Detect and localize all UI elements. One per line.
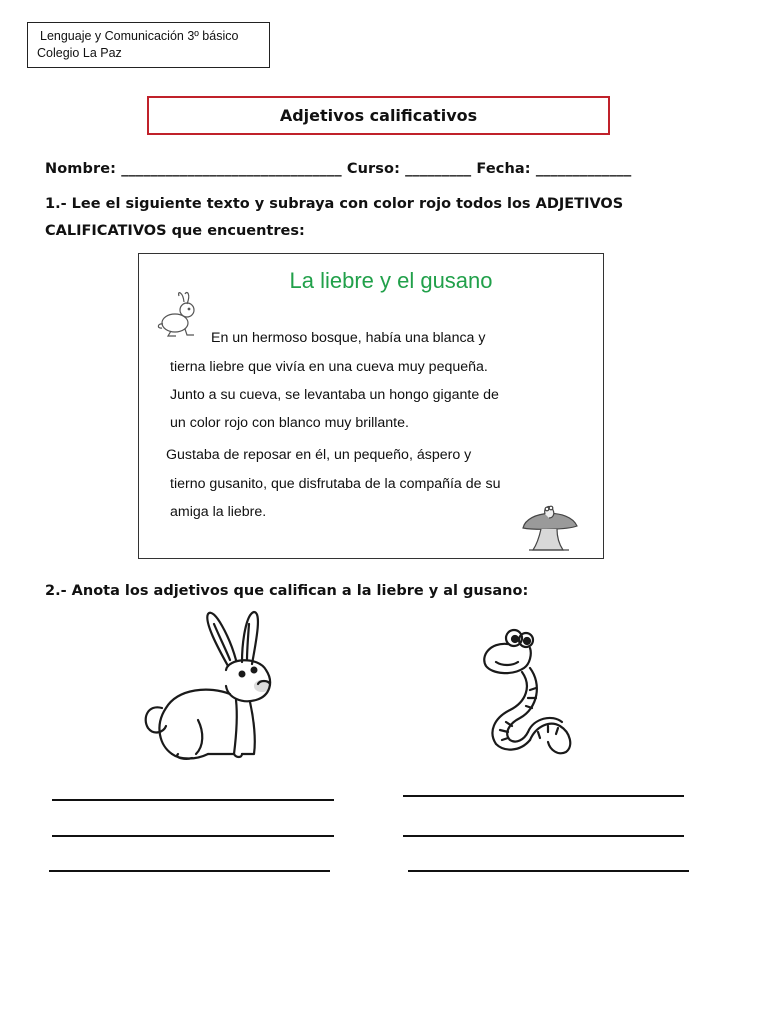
story-line-1: En un hermoso bosque, había una blanca y bbox=[211, 330, 486, 346]
story-line-2: tierna liebre que vivía en una cueva muy pequeña. bbox=[170, 359, 488, 375]
worksheet-title: Adjetivos calificativos bbox=[147, 96, 610, 135]
story-line-7: amiga la liebre. bbox=[170, 504, 267, 520]
worm-answer-line-1[interactable] bbox=[403, 795, 684, 797]
mushroom-worm-icon bbox=[517, 500, 583, 554]
rabbit-answer-line-2[interactable] bbox=[52, 835, 334, 837]
rabbit-icon bbox=[138, 608, 278, 768]
rabbit-answer-line-1[interactable] bbox=[52, 799, 334, 801]
header-box bbox=[27, 22, 270, 68]
name-course-date-line: Nombre: ______________________________ Curso: _________ Fecha: _____________ bbox=[45, 161, 632, 177]
worm-icon bbox=[470, 622, 594, 758]
story-title: La liebre y el gusano bbox=[289, 268, 493, 293]
school-text: Colegio La Paz bbox=[37, 46, 122, 60]
question-2-text: 2.- Anota los adjetivos que califican a la liebre y al gusano: bbox=[45, 583, 529, 599]
story-line-6: tierno gusanito, que disfrutaba de la compañía de su bbox=[170, 476, 501, 492]
question-1-line-1: 1.- Lee el siguiente texto y subraya con color rojo todos los ADJETIVOS bbox=[45, 196, 624, 212]
story-line-4: un color rojo con blanco muy brillante. bbox=[170, 415, 409, 431]
story-box bbox=[138, 253, 604, 559]
worm-answer-line-2[interactable] bbox=[403, 835, 684, 837]
story-line-3: Junto a su cueva, se levantaba un hongo gigante de bbox=[170, 387, 499, 403]
question-1-line-2: CALIFICATIVOS que encuentres: bbox=[45, 223, 305, 239]
small-rabbit-icon bbox=[149, 290, 205, 340]
subject-text: Lenguaje y Comunicación 3º básico bbox=[40, 29, 239, 43]
worm-answer-line-3[interactable] bbox=[408, 870, 689, 872]
rabbit-answer-line-3[interactable] bbox=[49, 870, 330, 872]
story-line-5: Gustaba de reposar en él, un pequeño, áspero y bbox=[166, 447, 472, 463]
